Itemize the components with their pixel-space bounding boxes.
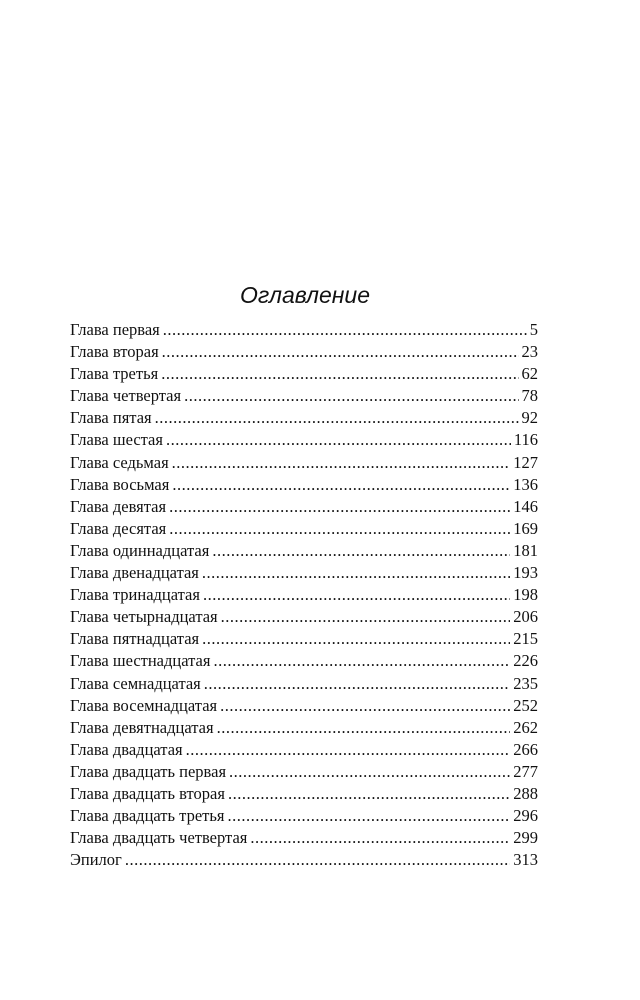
dot-leader — [169, 496, 510, 518]
dot-leader — [172, 474, 510, 496]
toc-entry[interactable] — [70, 540, 538, 562]
toc-entry-label: Глава первая — [70, 320, 160, 339]
dot-leader — [204, 673, 510, 695]
dot-leader — [221, 606, 511, 628]
toc-entry[interactable] — [70, 429, 538, 451]
dot-leader — [162, 341, 519, 363]
toc-entry-label: Глава двадцать вторая — [70, 783, 225, 803]
toc-entry-label: Глава шестнадцатая — [70, 651, 211, 671]
toc-entry[interactable] — [70, 717, 538, 739]
toc-entry-label: Глава двадцать первая — [70, 761, 227, 781]
toc-entry-label: Глава семнадцатая — [70, 673, 201, 693]
toc-entry[interactable] — [70, 761, 538, 783]
dot-leader — [166, 429, 511, 451]
toc-entry-label: Глава двенадцатая — [70, 563, 199, 583]
table-of-contents — [70, 319, 538, 871]
toc-entry-page: 127 — [513, 452, 538, 472]
toc-entry[interactable] — [70, 452, 538, 474]
toc-entry-page: 206 — [513, 607, 538, 627]
toc-entry-label: Глава двадцать третья — [70, 806, 225, 826]
toc-entry-page: 62 — [521, 364, 538, 384]
dot-leader — [186, 739, 511, 761]
toc-entry[interactable] — [70, 496, 538, 518]
toc-entry-label: Глава двадцать четвертая — [70, 828, 248, 848]
toc-entry-page: 299 — [513, 828, 538, 848]
dot-leader — [155, 407, 519, 429]
toc-entry-page: 136 — [513, 474, 538, 494]
toc-entry[interactable] — [70, 385, 538, 407]
toc-entry-page: 215 — [513, 629, 538, 649]
toc-entry-page: 116 — [513, 430, 538, 450]
toc-entry[interactable] — [70, 584, 538, 606]
toc-entry-page: 169 — [513, 518, 538, 538]
toc-entry[interactable] — [70, 363, 538, 385]
toc-entry-page: 23 — [521, 342, 538, 362]
toc-title: Оглавление — [240, 282, 370, 308]
toc-entry-page: 288 — [513, 783, 538, 803]
dot-leader — [228, 783, 510, 805]
toc-entry-label: Глава девятнадцатая — [70, 717, 214, 737]
toc-entry-page: 262 — [513, 717, 538, 737]
toc-entry-label: Глава восемнадцатая — [70, 695, 218, 715]
toc-entry-page: 92 — [521, 408, 538, 428]
toc-entry[interactable] — [70, 805, 538, 827]
toc-entry-label: Глава тринадцатая — [70, 585, 200, 605]
toc-entry[interactable] — [70, 695, 538, 717]
toc-entry[interactable] — [70, 341, 538, 363]
dot-leader — [212, 540, 510, 562]
dot-leader — [125, 849, 510, 871]
dot-leader — [172, 452, 511, 474]
toc-entry-page: 5 — [529, 320, 538, 339]
toc-entry[interactable] — [70, 783, 538, 805]
dot-leader — [169, 518, 510, 540]
toc-entry-page: 266 — [513, 739, 538, 759]
toc-entry-label: Глава четвертая — [70, 386, 182, 406]
toc-entry-label: Глава девятая — [70, 496, 167, 516]
toc-entry-label: Глава пятнадцатая — [70, 629, 200, 649]
dot-leader — [203, 584, 510, 606]
toc-entry-label: Глава десятая — [70, 518, 167, 538]
toc-entry-label: Эпилог — [70, 850, 122, 870]
toc-entry[interactable] — [70, 628, 538, 650]
toc-entry-label: Глава седьмая — [70, 452, 169, 472]
dot-leader — [163, 319, 527, 341]
toc-entry-label: Глава вторая — [70, 342, 159, 362]
toc-entry-page: 193 — [513, 563, 538, 583]
toc-entry-page: 226 — [513, 651, 538, 671]
toc-entry-page: 198 — [513, 585, 538, 605]
dot-leader — [213, 650, 510, 672]
toc-entry-page: 235 — [513, 673, 538, 693]
toc-entry-page: 146 — [513, 496, 538, 516]
dot-leader — [161, 363, 518, 385]
toc-entry[interactable] — [70, 606, 538, 628]
toc-entry-label: Глава двадцатая — [70, 739, 183, 759]
toc-entry[interactable] — [70, 827, 538, 849]
toc-entry[interactable] — [70, 562, 538, 584]
toc-entry-label: Глава пятая — [70, 408, 152, 428]
toc-entry-label: Глава третья — [70, 364, 159, 384]
toc-entry-page: 277 — [513, 761, 538, 781]
toc-entry[interactable] — [70, 673, 538, 695]
toc-entry[interactable] — [70, 474, 538, 496]
dot-leader — [217, 717, 511, 739]
toc-entry[interactable] — [70, 518, 538, 540]
toc-entry[interactable] — [70, 739, 538, 761]
toc-entry[interactable] — [70, 650, 538, 672]
toc-entry-page: 296 — [513, 806, 538, 826]
toc-entry[interactable] — [70, 407, 538, 429]
dot-leader — [202, 562, 510, 584]
dot-leader — [229, 761, 510, 783]
dot-leader — [227, 805, 510, 827]
toc-entry-label: Глава шестая — [70, 430, 163, 450]
toc-entry-label: Глава четырнадцатая — [70, 607, 218, 627]
toc-entry[interactable] — [70, 849, 538, 871]
toc-entry[interactable] — [70, 319, 538, 341]
toc-entry-page: 313 — [513, 850, 538, 870]
dot-leader — [220, 695, 510, 717]
toc-entry-label: Глава восьмая — [70, 474, 170, 494]
toc-entry-page: 252 — [513, 695, 538, 715]
dot-leader — [202, 628, 510, 650]
toc-entry-label: Глава одиннадцатая — [70, 540, 210, 560]
dot-leader — [250, 827, 510, 849]
toc-entry-page: 181 — [513, 540, 538, 560]
toc-entry-page: 78 — [521, 386, 538, 406]
dot-leader — [184, 385, 518, 407]
